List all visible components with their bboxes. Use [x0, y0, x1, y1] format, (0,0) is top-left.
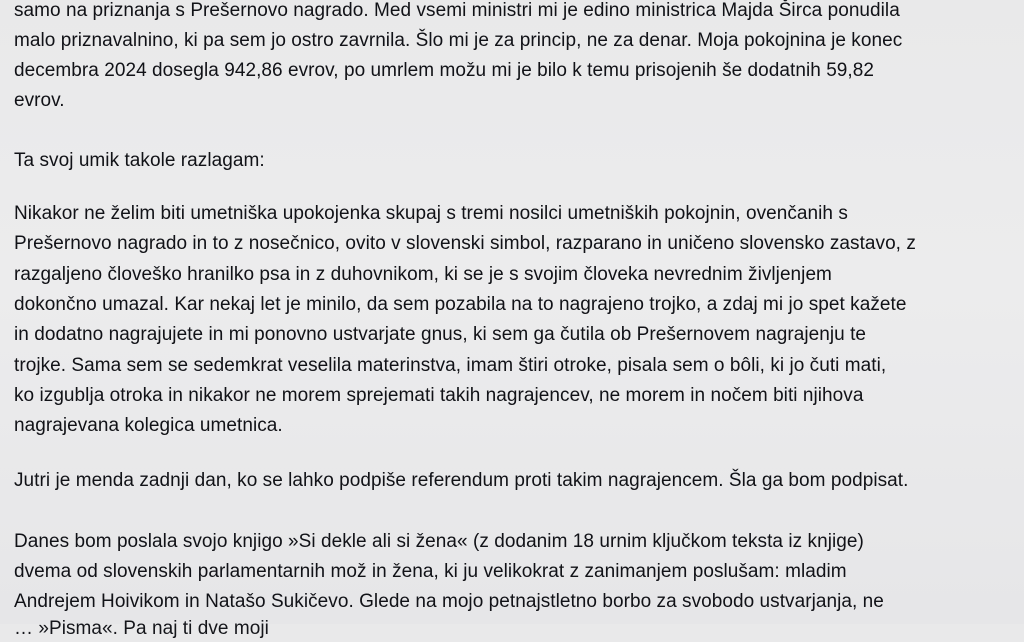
text-line: nagrajevana kolegica umetnica.: [14, 415, 283, 436]
text-line: trojke. Sama sem se sedemkrat veselila materinstva, imam štiri otroke, pisala sem o bôli, ki jo čuti mati,: [14, 355, 887, 376]
text-line: samo na priznanja s Prešernovo nagrado. Med vsemi ministri mi je edino ministrica Majda Širca ponudila: [14, 0, 900, 21]
text-line: Ta svoj umik takole razlagam:: [14, 150, 265, 171]
text-line: evrov.: [14, 90, 65, 111]
text-line: Andrejem Hoivikom in Natašo Sukičevo. Glede na mojo petnajstletno borbo za svobodo ustvarjanja, ne: [14, 591, 884, 612]
text-line: dokončno umazal. Kar nekaj let je minilo, da sem pozabila na to nagrajeno trojko, a zdaj mi jo spet kažete: [14, 294, 907, 315]
text-line: … »Pisma«. Pa naj ti dve moji: [14, 618, 269, 639]
text-line: razgaljeno človeško hranilko psa in z duhovnikom, ki se je s svojim človeka nevrednim življenjem: [14, 264, 832, 285]
text-line: Prešernovo nagrado in to z nosečnico, ovito v slovenski simbol, razparano in uničeno slovensko zastavo, z: [14, 233, 916, 254]
text-line: decembra 2024 dosegla 942,86 evrov, po umrlem možu mi je bilo k temu prisojenih še dodatnih 59,82: [14, 60, 874, 81]
text-line: dvema od slovenskih parlamentarnih mož in žena, ki ju velikokrat z zanimanjem poslušam: mladim: [14, 561, 847, 582]
text-line: ko izgublja otroka in nikakor ne morem sprejemati takih nagrajencev, ne morem in nočem biti njihova: [14, 385, 864, 406]
text-line: Danes bom poslala svojo knjigo »Si dekle ali si žena« (z dodanim 18 urnim ključkom teksta iz knjige): [14, 531, 864, 552]
text-line: in dodatno nagrajujete in mi ponovno ustvarjate gnus, ki sem ga čutila ob Prešernovem nagrajenju te: [14, 324, 867, 345]
text-line: Jutri je menda zadnji dan, ko se lahko podpiše referendum proti takim nagrajencem. Šla ga bom podpisat.: [14, 470, 909, 491]
text-line: Nikakor ne želim biti umetniška upokojenka skupaj s tremi nosilci umetniških pokojnin, ovenčanih s: [14, 203, 848, 224]
text-line: malo priznavalnino, ki pa sem jo ostro zavrnila. Šlo mi je za princip, ne za denar. Moja pokojnina je konec: [14, 30, 903, 51]
